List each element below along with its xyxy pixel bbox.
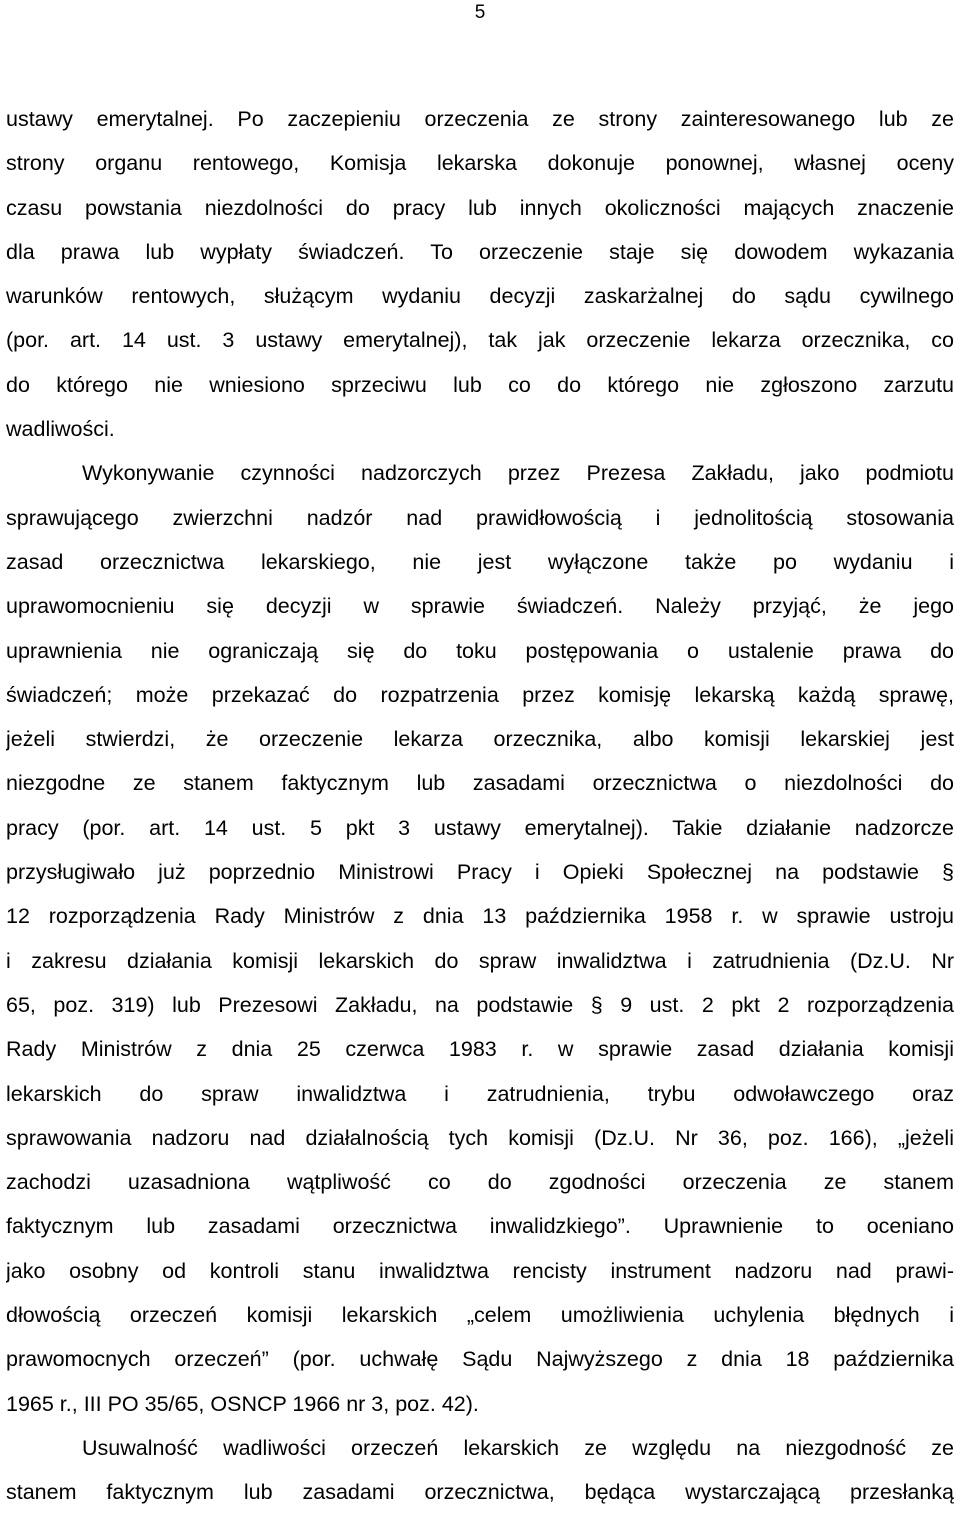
text-line: świadczeń; może przekazać do rozpatrzenia przez komisję lekarską każdą sprawę,: [6, 682, 954, 707]
text-line: do którego nie wniesiono sprzeciwu lub co do którego nie zgłoszono zarzutu: [6, 372, 954, 397]
text-line: dla prawa lub wypłaty świadczeń. To orzeczenie staje się dowodem wykazania: [6, 239, 954, 264]
text-line: stanem faktycznym lub zasadami orzecznictwa, będąca wystarczającą przesłanką: [6, 1480, 954, 1505]
text-line: jeżeli stwierdzi, że orzeczenie lekarza orzecznika, albo komisji lekarskiej jest: [6, 727, 954, 752]
text-line: 1965 r., III PO 35/65, OSNCP 1966 nr 3, poz. 42).: [6, 1391, 479, 1416]
text-line: 65, poz. 319) lub Prezesowi Zakładu, na podstawie § 9 ust. 2 pkt 2 rozporządzenia: [6, 992, 954, 1017]
text-line: (por. art. 14 ust. 3 ustawy emerytalnej), tak jak orzeczenie lekarza orzecznika, co: [6, 328, 954, 353]
paragraph: [6, 1426, 954, 1515]
text-line: strony organu rentowego, Komisja lekarska dokonuje ponownej, własnej oceny: [6, 151, 954, 176]
text-line: przysługiwało już poprzednio Ministrowi Pracy i Opieki Społecznej na podstawie §: [6, 860, 954, 885]
paragraph: [6, 97, 954, 451]
text-line: lekarskich do spraw inwalidztwa i zatrudnienia, trybu odwoławczego oraz: [6, 1081, 954, 1106]
document-body: [6, 97, 954, 1515]
text-line: zasad orzecznictwa lekarskiego, nie jest wyłączone także po wydaniu i: [6, 549, 954, 574]
text-line: uprawomocnieniu się decyzji w sprawie świadczeń. Należy przyjąć, że jego: [6, 594, 954, 619]
text-line: i zakresu działania komisji lekarskich do spraw inwalidztwa i zatrudnienia (Dz.U. Nr: [6, 948, 954, 973]
text-line: czasu powstania niezdolności do pracy lub innych okoliczności mających znaczenie: [6, 195, 954, 220]
text-line: zachodzi uzasadniona wątpliwość co do zgodności orzeczenia ze stanem: [6, 1170, 954, 1195]
text-line: Wykonywanie czynności nadzorczych przez Prezesa Zakładu, jako podmiotu: [82, 461, 954, 486]
text-line: wadliwości.: [6, 417, 115, 442]
text-line: sprawowania nadzoru nad działalnością tych komisji (Dz.U. Nr 36, poz. 166), „jeżeli: [6, 1125, 954, 1150]
text-line: sprawującego zwierzchni nadzór nad prawidłowością i jednolitością stosowania: [6, 505, 954, 530]
text-line: Rady Ministrów z dnia 25 czerwca 1983 r. w sprawie zasad działania komisji: [6, 1037, 954, 1062]
text-line: niezgodne ze stanem faktycznym lub zasadami orzecznictwa o niezdolności do: [6, 771, 954, 796]
text-line: uprawnienia nie ograniczają się do toku postępowania o ustalenie prawa do: [6, 638, 954, 663]
text-line: dłowością orzeczeń komisji lekarskich „celem umożliwienia uchylenia błędnych i: [6, 1303, 954, 1328]
text-line: ustawy emerytalnej. Po zaczepieniu orzeczenia ze strony zainteresowanego lub ze: [6, 107, 954, 131]
text-line: prawomocnych orzeczeń” (por. uchwałę Sądu Najwyższego z dnia 18 października: [6, 1347, 954, 1372]
text-line: 12 rozporządzenia Rady Ministrów z dnia 13 października 1958 r. w sprawie ustroju: [6, 904, 954, 929]
text-line: faktycznym lub zasadami orzecznictwa inwalidzkiego”. Uprawnienie to oceniano: [6, 1214, 954, 1239]
text-line: pracy (por. art. 14 ust. 5 pkt 3 ustawy emerytalnej). Takie działanie nadzorcze: [6, 815, 954, 840]
text-line: Usuwalność wadliwości orzeczeń lekarskich ze względu na niezgodność ze: [82, 1435, 954, 1460]
text-line: warunków rentowych, służącym wydaniu decyzji zaskarżalnej do sądu cywilnego: [6, 284, 954, 309]
page-number: 5: [474, 2, 486, 23]
text-line: jako osobny od kontroli stanu inwalidztwa rencisty instrument nadzoru nad prawi-: [6, 1258, 954, 1283]
paragraph: [6, 451, 954, 1426]
